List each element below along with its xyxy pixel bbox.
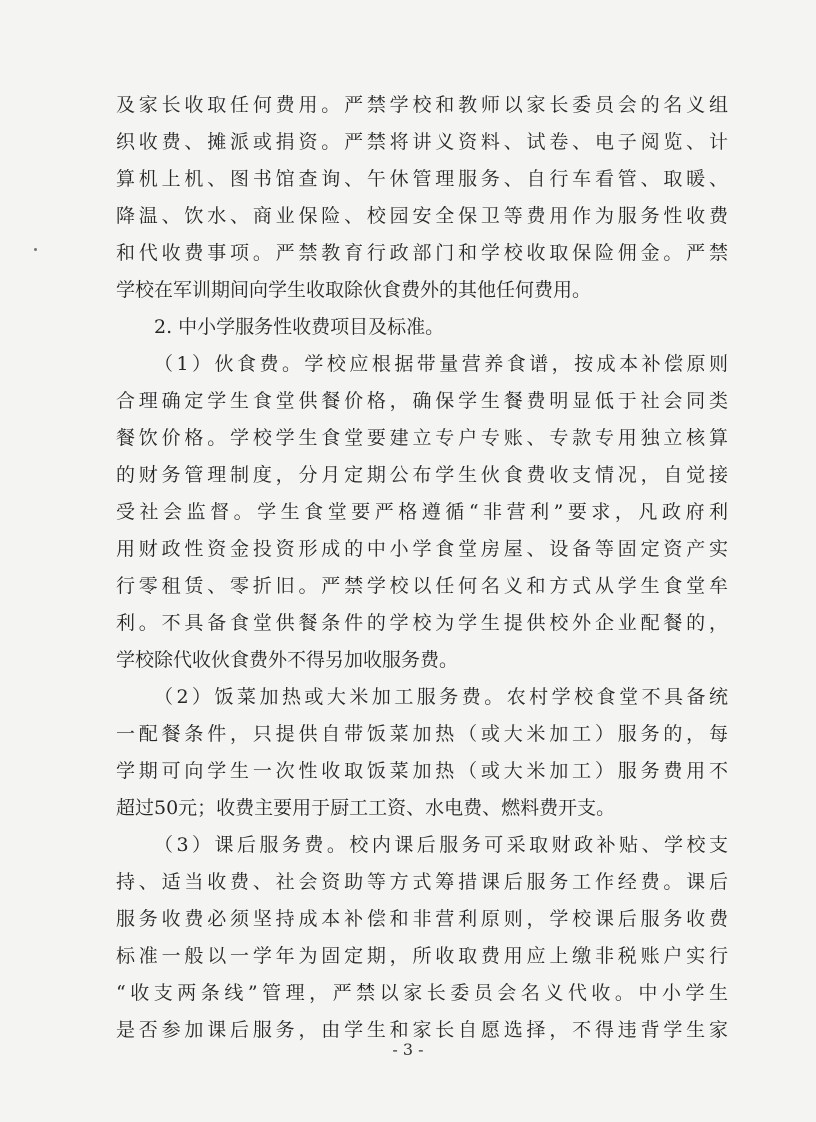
text-line: 学校除代收伙食费外不得另加收服务费。	[116, 649, 459, 671]
paragraph-start-line: （3）课后服务费。校内课后服务可采取财政补贴、学校支	[154, 834, 728, 856]
scan-speck	[34, 248, 37, 251]
text-line: 持、适当收费、社会资助等方式筹措课后服务工作经费。课后	[116, 871, 728, 893]
text-line: 超过50元；收费主要用于厨工工资、水电费、燃料费开支。	[116, 797, 616, 819]
paragraph-start-line: （1）伙食费。学校应根据带量营养食谱，按成本补偿原则	[154, 353, 728, 375]
text-line: 用财政性资金投资形成的中小学食堂房屋、设备等固定资产实	[116, 538, 728, 560]
text-line: 是否参加课后服务，由学生和家长自愿选择，不得违背学生家	[116, 1019, 728, 1041]
document-body	[116, 87, 728, 1049]
text-line: 算机上机、图书馆查询、午休管理服务、自行车看管、取暖、	[116, 168, 728, 190]
text-line: 合理确定学生食堂供餐价格，确保学生餐费明显低于社会同类	[116, 390, 728, 412]
text-line: “收支两条线”管理，严禁以家长委员会名义代收。中小学生	[116, 982, 728, 1004]
text-line: 餐饮价格。学校学生食堂要建立专户专账、专款专用独立核算	[116, 427, 728, 449]
text-line: 织收费、摊派或捐资。严禁将讲义资料、试卷、电子阅览、计	[116, 131, 728, 153]
text-line: 利。不具备食堂供餐条件的学校为学生提供校外企业配餐的，	[116, 612, 728, 634]
text-line: 降温、饮水、商业保险、校园安全保卫等费用作为服务性收费	[116, 205, 728, 227]
text-line: 受社会监督。学生食堂要严格遵循“非营利”要求，凡政府利	[116, 501, 728, 523]
paragraph-start-line: （2）饭菜加热或大米加工服务费。农村学校食堂不具备统	[154, 686, 728, 708]
text-line: 一配餐条件，只提供自带饭菜加热（或大米加工）服务的，每	[116, 723, 728, 745]
text-line: 服务收费必须坚持成本补偿和非营利原则，学校课后服务收费	[116, 908, 728, 930]
text-line: 学校在军训期间向学生收取除伙食费外的其他任何费用。	[116, 279, 592, 301]
text-line: 学期可向学生一次性收取饭菜加热（或大米加工）服务费用不	[116, 760, 728, 782]
text-line: 行零租赁、零折旧。严禁学校以任何名义和方式从学生食堂牟	[116, 575, 728, 597]
page-number: - 3 -	[392, 1040, 424, 1059]
text-line: 和代收费事项。严禁教育行政部门和学校收取保险佣金。严禁	[116, 242, 728, 264]
text-line: 标准一般以一学年为固定期，所收取费用应上缴非税账户实行	[116, 945, 728, 967]
text-line: 及家长收取任何费用。严禁学校和教师以家长委员会的名义组	[116, 94, 728, 116]
section-heading: 2. 中小学服务性收费项目及标准。	[154, 316, 445, 338]
text-line: 的财务管理制度，分月定期公布学生伙食费收支情况，自觉接	[116, 464, 728, 486]
